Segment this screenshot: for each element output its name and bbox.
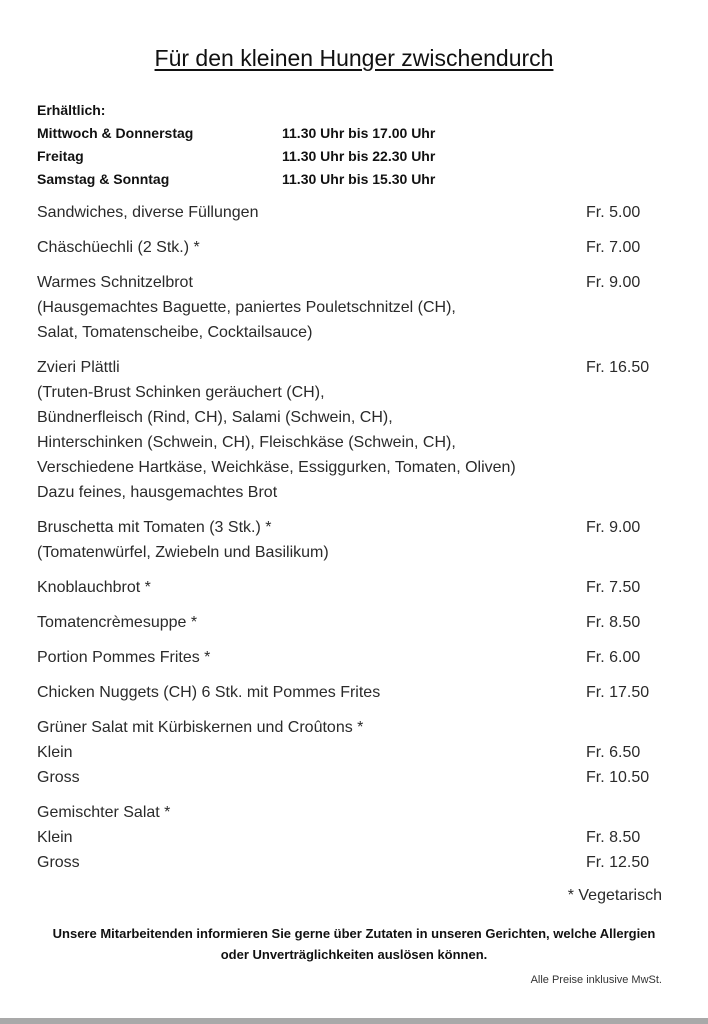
item-name: Chäschüechli (2 Stk.) * — [37, 239, 200, 256]
hours-row — [37, 168, 435, 191]
menu-item — [37, 270, 642, 345]
item-line — [37, 680, 650, 705]
hours-time: 11.30 Uhr bis 15.30 Uhr — [282, 171, 436, 187]
option-label: Klein — [37, 744, 73, 761]
item-line — [37, 715, 642, 740]
bottom-bar — [0, 1018, 708, 1024]
option-label: Gross — [37, 854, 80, 871]
option-price: Fr. 10.50 — [586, 769, 650, 786]
option-price: Fr. 12.50 — [586, 854, 650, 871]
item-price: Fr. 7.00 — [586, 239, 641, 256]
item-description: Salat, Tomatenscheibe, Cocktailsauce) — [37, 324, 313, 341]
menu-item — [37, 515, 642, 565]
item-price: Fr. 17.50 — [586, 684, 650, 701]
availability — [37, 99, 435, 191]
item-name: Sandwiches, diverse Füllungen — [37, 204, 259, 221]
item-option — [37, 825, 642, 850]
vat-note: Alle Preise inklusive MwSt. — [530, 974, 662, 986]
item-name: Bruschetta mit Tomaten (3 Stk.) * — [37, 519, 272, 536]
item-line — [37, 235, 642, 260]
menu-item — [37, 715, 650, 790]
item-name: Tomatencrèmesuppe * — [37, 614, 198, 631]
item-line — [37, 355, 650, 380]
item-line — [37, 515, 642, 540]
menu-item — [37, 575, 642, 600]
option-label: Klein — [37, 829, 73, 846]
item-price: Fr. 8.50 — [586, 614, 641, 631]
vegetarian-legend: * Vegetarisch — [567, 887, 662, 904]
item-line — [37, 645, 642, 670]
item-name: Grüner Salat mit Kürbiskernen und Croûtons * — [37, 719, 364, 736]
item-line — [37, 800, 642, 825]
page-title: Für den kleinen Hunger zwischendurch — [154, 45, 554, 71]
item-description: Verschiedene Hartkäse, Weichkäse, Essiggurken, Tomaten, Oliven) — [37, 459, 516, 476]
allergy-notice — [0, 923, 708, 965]
item-description: Bündnerfleisch (Rind, CH), Salami (Schwein, CH), — [37, 409, 393, 426]
item-description: (Truten-Brust Schinken geräuchert (CH), — [37, 384, 325, 401]
item-option — [37, 740, 642, 765]
menu-item — [37, 235, 642, 260]
menu-list — [37, 200, 650, 885]
item-line — [37, 610, 642, 635]
option-label: Gross — [37, 769, 80, 786]
item-price: Fr. 16.50 — [586, 359, 650, 376]
item-line — [37, 575, 642, 600]
item-price — [586, 715, 642, 740]
item-price — [586, 800, 642, 825]
item-name: Knoblauchbrot * — [37, 579, 151, 596]
item-price: Fr. 9.00 — [586, 274, 641, 291]
menu-item — [37, 200, 642, 225]
item-line — [37, 270, 642, 295]
item-option — [37, 765, 650, 790]
item-description: (Hausgemachtes Baguette, paniertes Pouletschnitzel (CH), — [37, 299, 456, 316]
notice-line: oder Unverträglichkeiten auslösen können. — [220, 947, 488, 962]
item-line — [37, 200, 642, 225]
hours-days: Mittwoch & Donnerstag — [37, 125, 194, 141]
item-price: Fr. 5.00 — [586, 204, 641, 221]
menu-item — [37, 645, 642, 670]
item-description: (Tomatenwürfel, Zwiebeln und Basilikum) — [37, 544, 329, 561]
item-name: Portion Pommes Frites * — [37, 649, 211, 666]
item-price: Fr. 9.00 — [586, 519, 641, 536]
item-name: Chicken Nuggets (CH) 6 Stk. mit Pommes Frites — [37, 684, 381, 701]
hours-row — [37, 122, 435, 145]
item-description: Hinterschinken (Schwein, CH), Fleischkäse (Schwein, CH), — [37, 434, 456, 451]
item-option — [37, 850, 650, 875]
hours-days: Freitag — [37, 148, 84, 164]
menu-item — [37, 355, 650, 505]
item-price: Fr. 7.50 — [586, 579, 641, 596]
notice-line: Unsere Mitarbeitenden informieren Sie gerne über Zutaten in unseren Gerichten, welche Allergien — [52, 926, 656, 941]
availability-label: Erhältlich: — [37, 102, 106, 118]
option-price: Fr. 8.50 — [586, 829, 641, 846]
item-price: Fr. 6.00 — [586, 649, 641, 666]
item-description: Dazu feines, hausgemachtes Brot — [37, 484, 278, 501]
hours-time: 11.30 Uhr bis 22.30 Uhr — [282, 148, 436, 164]
item-name: Warmes Schnitzelbrot — [37, 274, 193, 291]
hours-time: 11.30 Uhr bis 17.00 Uhr — [282, 125, 436, 141]
hours-row — [37, 145, 435, 168]
item-name: Zvieri Plättli — [37, 359, 120, 376]
menu-item — [37, 680, 650, 705]
menu-item — [37, 610, 642, 635]
hours-days: Samstag & Sonntag — [37, 171, 170, 187]
item-name: Gemischter Salat * — [37, 804, 171, 821]
option-price: Fr. 6.50 — [586, 744, 641, 761]
menu-item — [37, 800, 650, 875]
